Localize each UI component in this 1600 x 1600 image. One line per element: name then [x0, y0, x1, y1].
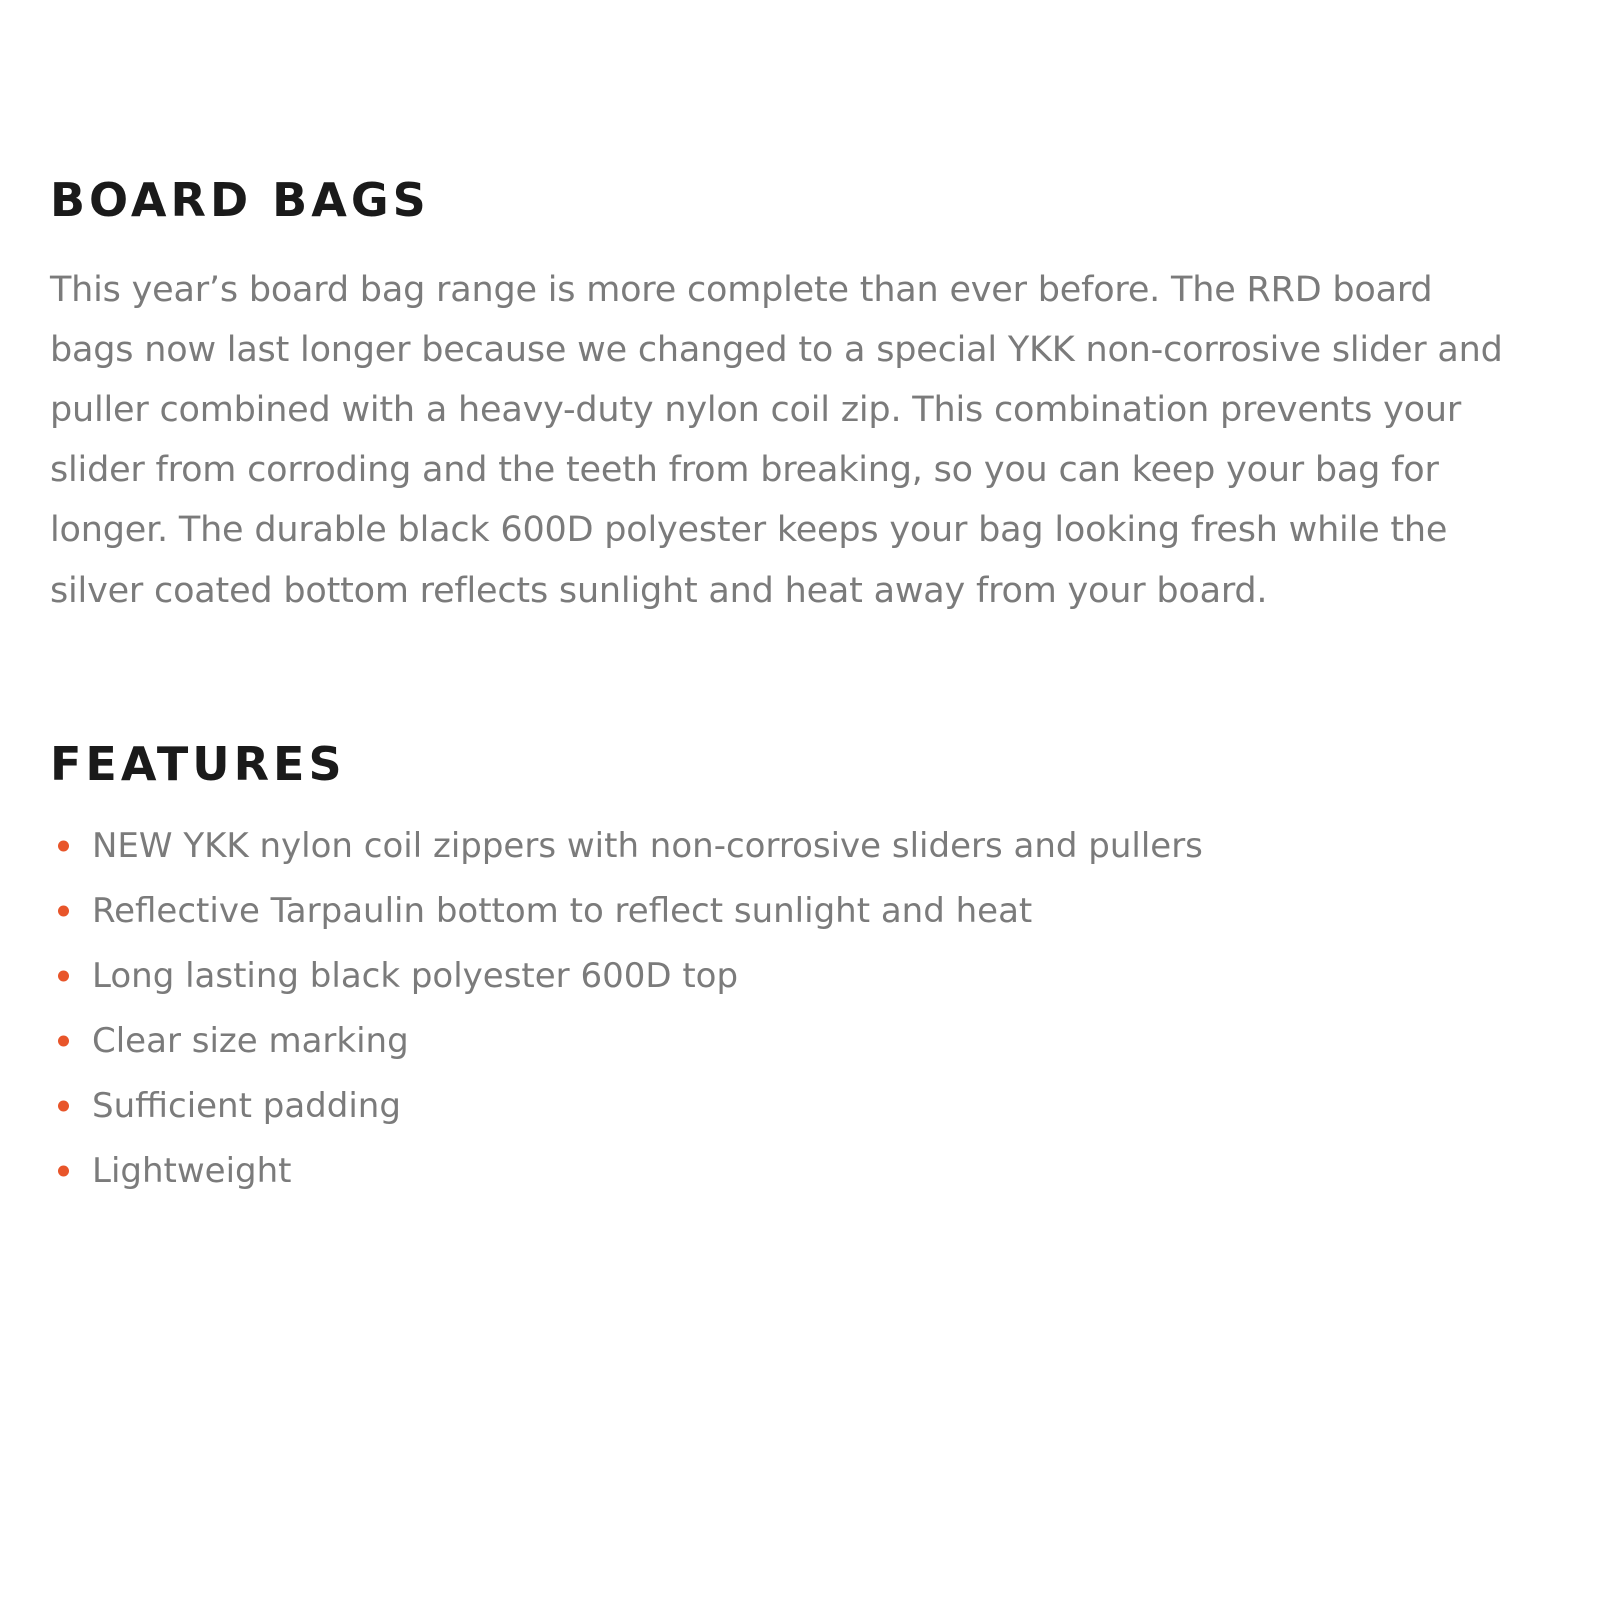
- list-item: [50, 1021, 1510, 1062]
- bullet-icon: [58, 1036, 69, 1047]
- bullet-icon: [58, 1166, 69, 1177]
- bullet-icon: [58, 971, 69, 982]
- list-item: [50, 891, 1510, 932]
- list-item: [50, 1151, 1510, 1192]
- section-spacer: [50, 621, 1510, 739]
- list-item-label: NEW YKK nylon coil zippers with non-corrosive sliders and pullers: [92, 826, 1203, 867]
- bullet-icon: [58, 1101, 69, 1112]
- list-item: [50, 956, 1510, 997]
- list-item-label: Lightweight: [92, 1151, 292, 1192]
- intro-paragraph: This year’s board bag range is more complete than ever before. The RRD board bags now last longer because we changed to a special YKK non-corrosive slider and puller combined with a heavy-duty nylon coil zip. This combination prevents your slider from corroding and the teeth from breaking, so you can keep your bag for longer. The durable black 600D polyester keeps your bag looking fresh while the silver coated bottom reflects sunlight and heat away from your board.: [50, 269, 1503, 611]
- list-item-label: Clear size marking: [92, 1021, 409, 1062]
- list-item-label: Sufficient padding: [92, 1086, 401, 1127]
- features-heading: FEATURES: [50, 736, 346, 791]
- page-title: BOARD BAGS: [50, 173, 430, 227]
- bullet-icon: [58, 841, 69, 852]
- list-item: [50, 1086, 1510, 1127]
- list-item: [50, 826, 1510, 867]
- list-item-label: Long lasting black polyester 600D top: [92, 956, 739, 997]
- bullet-icon: [58, 906, 69, 917]
- list-item-label: Reflective Tarpaulin bottom to reflect sunlight and heat: [92, 891, 1033, 932]
- features-list: [50, 826, 1510, 1192]
